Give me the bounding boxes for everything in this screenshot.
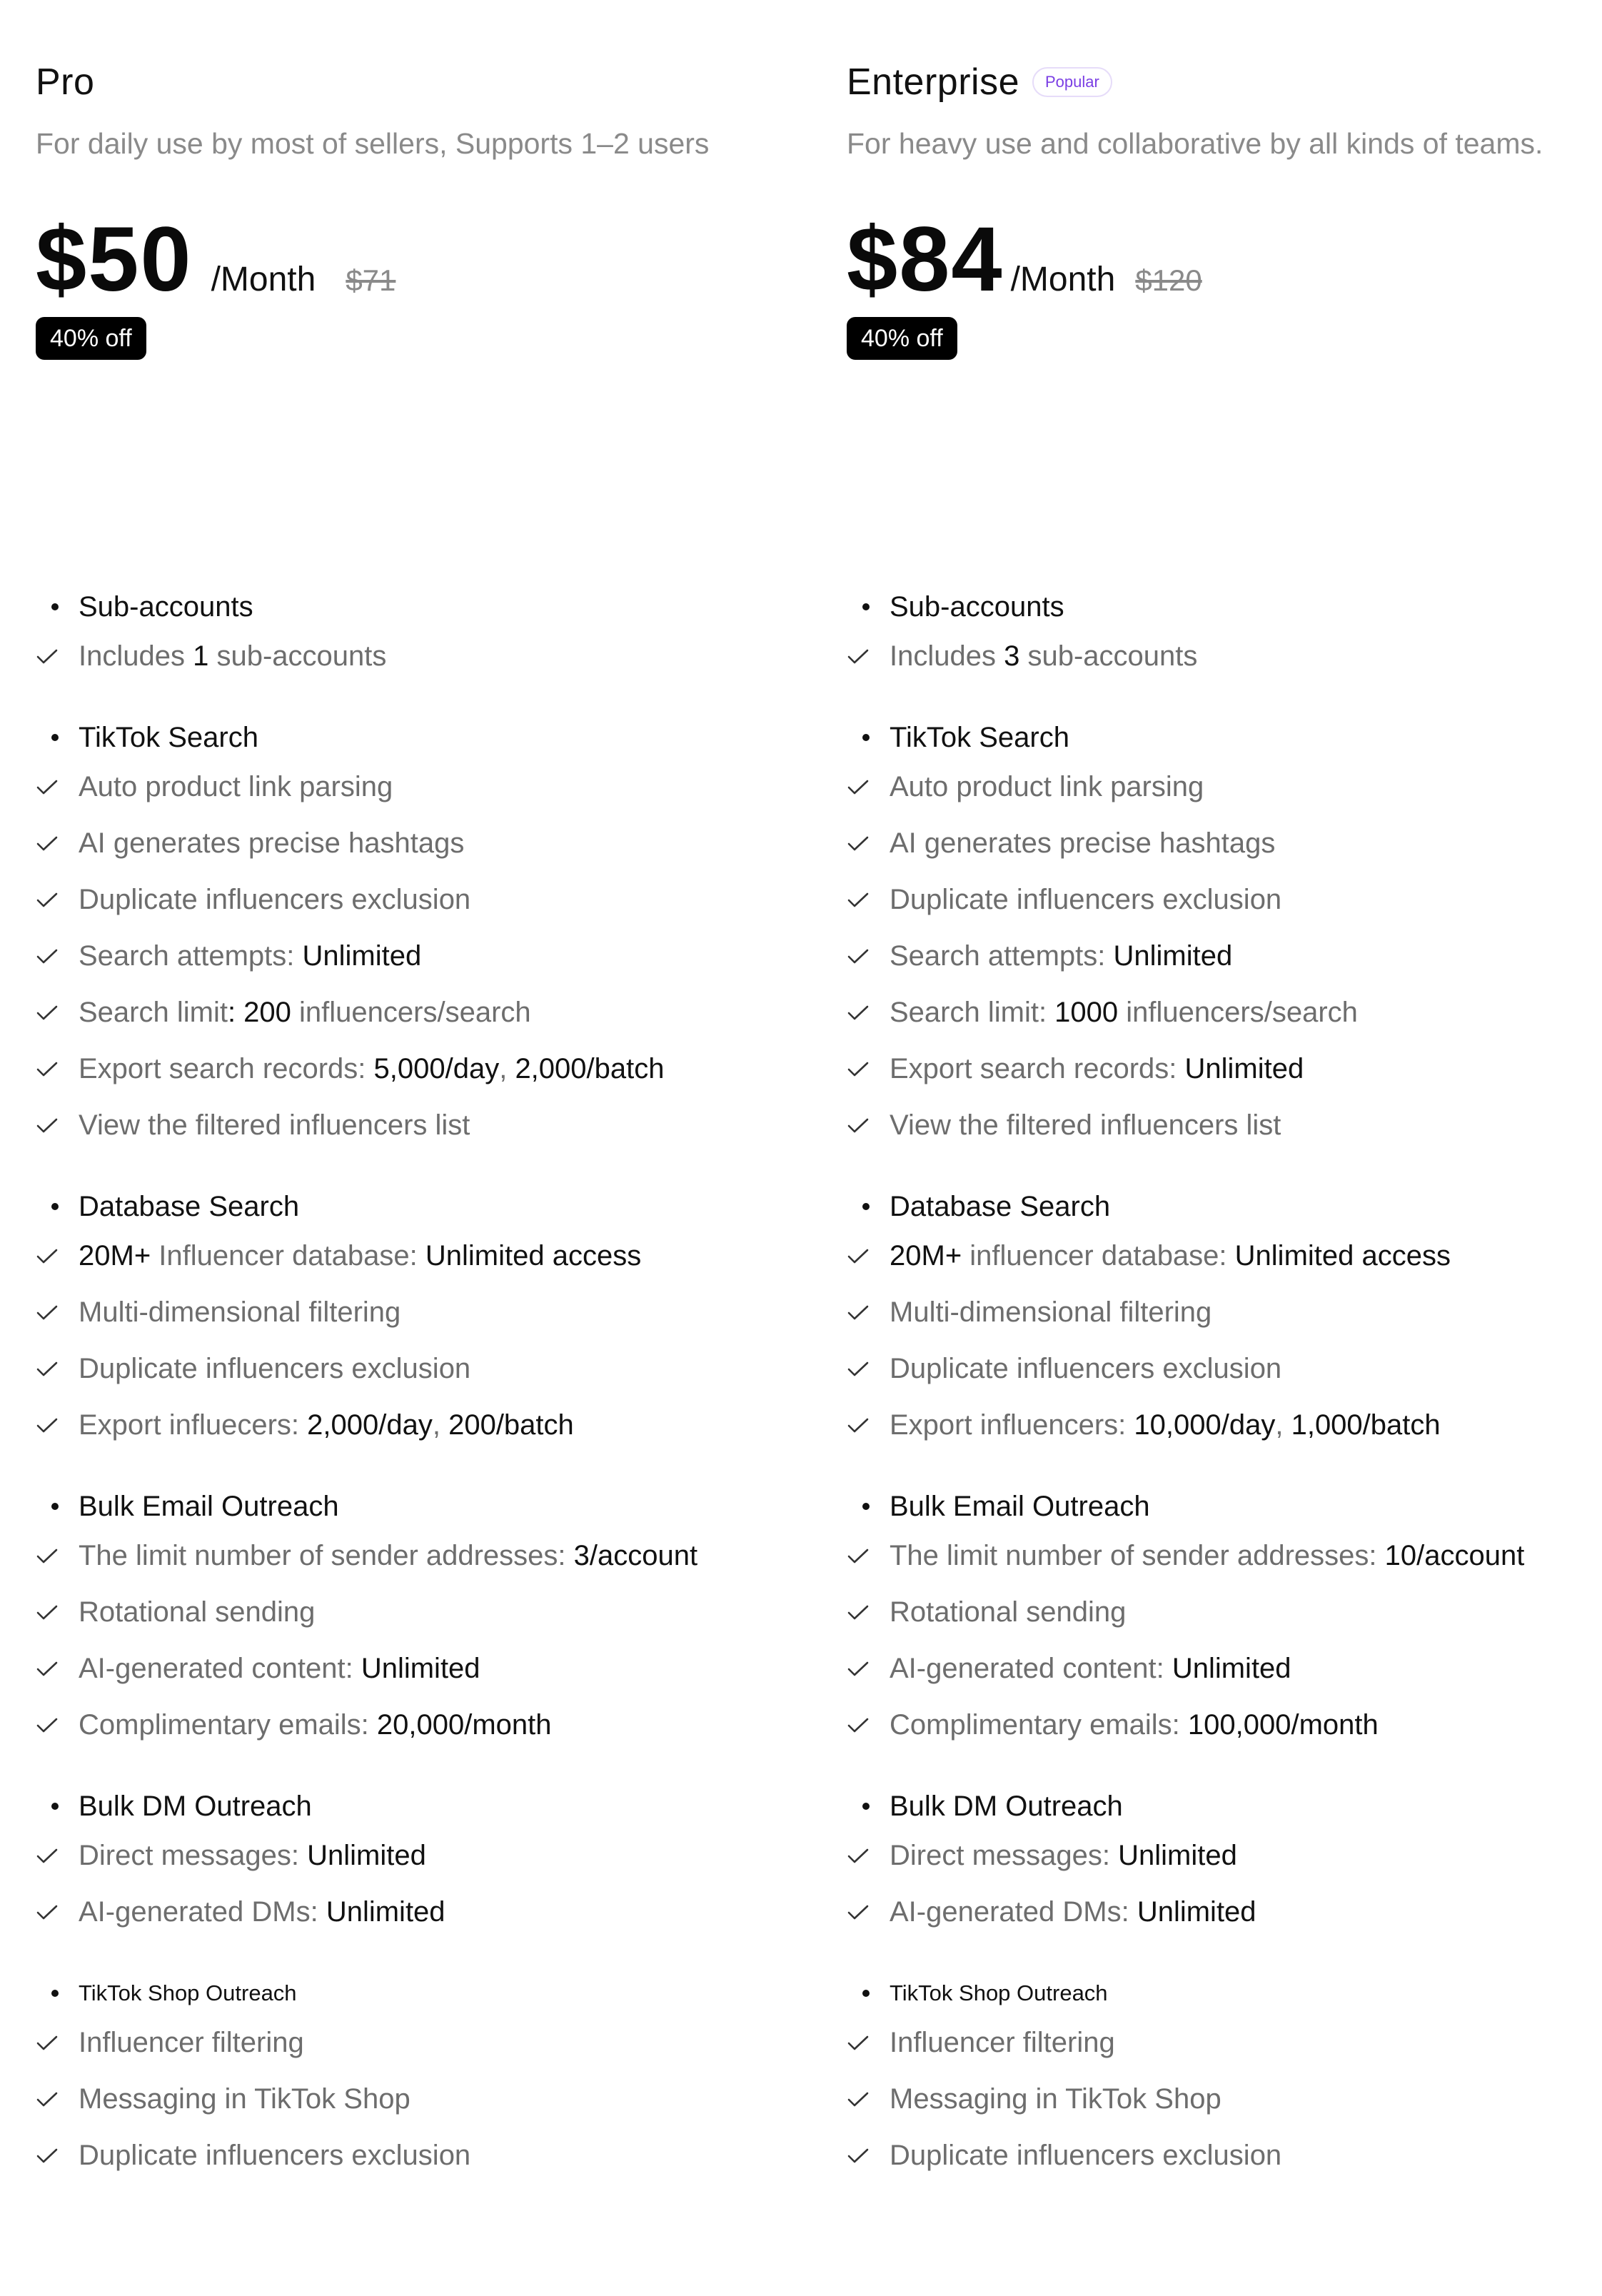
feature-text: Influencer filtering — [890, 2027, 1115, 2058]
feature-item — [847, 1697, 1602, 1753]
feature-text: Direct messages: — [79, 1840, 308, 1871]
feature-item — [847, 1528, 1602, 1584]
feature-text: AI-generated content: — [79, 1653, 361, 1684]
feature-item — [847, 1641, 1602, 1697]
check-icon — [36, 2148, 59, 2165]
feature-item — [36, 985, 807, 1041]
feature-text: Duplicate influencers exclusion — [890, 2140, 1282, 2171]
feature-section-heading — [36, 585, 807, 628]
feature-highlight: 10/account — [1384, 1540, 1525, 1571]
check-icon — [36, 1304, 59, 1321]
feature-highlight: Unlimited — [302, 940, 422, 972]
feature-text: Export search records: — [79, 1053, 374, 1084]
feature-text: Influencer database: — [151, 1240, 425, 1272]
feature-highlight: Unlimited — [1113, 940, 1233, 972]
feature-text: Search attempts: — [79, 940, 303, 972]
feature-section — [847, 716, 1602, 1154]
feature-text: , — [432, 1409, 449, 1441]
feature-section-title: TikTok Search — [79, 721, 258, 753]
feature-section-heading — [847, 1185, 1602, 1228]
feature-highlight: Unlimited — [1137, 1896, 1256, 1928]
plan-description: For heavy use and collaborative by all kinds of teams. — [847, 127, 1543, 160]
feature-text: influencers/search — [1118, 997, 1358, 1028]
feature-text: Complimentary emails: — [890, 1709, 1188, 1741]
feature-highlight: Unlimited — [1172, 1653, 1291, 1684]
feature-item — [847, 1397, 1602, 1454]
bullet-dot — [51, 603, 59, 610]
check-icon — [36, 948, 59, 965]
feature-text: Export search records: — [890, 1053, 1185, 1084]
check-icon — [36, 1248, 59, 1265]
check-icon — [847, 2035, 870, 2052]
check-icon — [36, 1604, 59, 1621]
feature-highlight: Unlimited — [307, 1840, 426, 1871]
feature-section-heading — [36, 1785, 807, 1828]
feature-section-heading — [36, 1185, 807, 1228]
check-icon — [847, 1904, 870, 1921]
price-row — [36, 208, 807, 311]
feature-highlight: Unlimited — [1118, 1840, 1237, 1871]
check-icon — [36, 1361, 59, 1378]
feature-text: Export influecers: — [79, 1409, 308, 1441]
feature-section-title: Bulk DM Outreach — [79, 1790, 312, 1822]
plan-card-pro — [36, 57, 807, 360]
feature-text: Influencer filtering — [79, 2027, 304, 2058]
plan-title-row — [36, 57, 807, 107]
feature-text: Direct messages: — [890, 1840, 1119, 1871]
feature-section-heading — [36, 716, 807, 759]
feature-section-title: Database Search — [79, 1190, 300, 1222]
check-icon — [847, 1248, 870, 1265]
feature-highlight: 10,000/day — [1134, 1409, 1276, 1441]
feature-text: Duplicate influencers exclusion — [890, 884, 1282, 915]
feature-highlight: 100,000/month — [1187, 1709, 1379, 1741]
feature-item — [36, 759, 807, 815]
feature-section-title: Bulk DM Outreach — [890, 1790, 1123, 1822]
feature-highlight: 1,000/batch — [1291, 1409, 1441, 1441]
feature-section-title: TikTok Shop Outreach — [890, 1980, 1108, 2005]
feature-text: AI-generated DMs: — [890, 1896, 1137, 1928]
feature-text: The limit number of sender addresses: — [79, 1540, 574, 1571]
feature-text: AI-generated DMs: — [79, 1896, 326, 1928]
check-icon — [36, 1061, 59, 1078]
feature-section-heading — [847, 1972, 1602, 2015]
feature-highlight: 3/account — [573, 1540, 698, 1571]
check-icon — [847, 1604, 870, 1621]
plan-description: For daily use by most of sellers, Supports 1–2 users — [36, 127, 710, 160]
feature-list-enterprise — [847, 585, 1602, 2215]
feature-item — [847, 759, 1602, 815]
feature-item — [36, 1584, 807, 1641]
feature-highlight: 1000 — [1054, 997, 1119, 1028]
price-period: /Month — [211, 261, 316, 298]
feature-item — [847, 1284, 1602, 1341]
bullet-dot — [51, 1803, 59, 1810]
feature-section — [847, 1485, 1602, 1753]
check-icon — [847, 2148, 870, 2165]
feature-item — [36, 928, 807, 985]
price-amount: $50 — [36, 208, 193, 311]
feature-item — [36, 628, 807, 685]
check-icon — [847, 1304, 870, 1321]
feature-text: Duplicate influencers exclusion — [79, 2140, 471, 2171]
check-icon — [36, 1117, 59, 1134]
feature-item — [36, 1528, 807, 1584]
feature-item — [847, 1097, 1602, 1154]
check-icon — [36, 892, 59, 909]
price-period: /Month — [1010, 261, 1116, 298]
plan-title: Enterprise — [847, 61, 1019, 103]
check-icon — [847, 892, 870, 909]
feature-item — [847, 985, 1602, 1041]
bullet-dot — [862, 1990, 870, 1997]
feature-section-heading — [847, 1785, 1602, 1828]
feature-section — [847, 585, 1602, 685]
feature-text: influencers/search — [291, 997, 531, 1028]
feature-text: Duplicate influencers exclusion — [79, 884, 471, 915]
check-icon — [36, 1661, 59, 1678]
feature-text: Rotational sending — [890, 1596, 1127, 1628]
feature-item — [847, 1884, 1602, 1940]
check-icon — [36, 1848, 59, 1865]
feature-item — [847, 1584, 1602, 1641]
feature-item — [36, 1641, 807, 1697]
check-icon — [847, 948, 870, 965]
feature-text: AI-generated content: — [890, 1653, 1172, 1684]
check-icon — [847, 835, 870, 852]
feature-item — [847, 1228, 1602, 1284]
feature-highlight: 5,000/day — [373, 1053, 500, 1084]
feature-item — [36, 1828, 807, 1884]
feature-highlight: 3 — [1004, 640, 1020, 672]
check-icon — [36, 1004, 59, 1022]
feature-item — [36, 2128, 807, 2184]
feature-item — [847, 628, 1602, 685]
check-icon — [847, 779, 870, 796]
feature-section-title: Sub-accounts — [890, 590, 1064, 623]
feature-text: Duplicate influencers exclusion — [79, 1353, 471, 1384]
feature-highlight: 200/batch — [448, 1409, 574, 1441]
feature-text: sub-accounts — [208, 640, 387, 672]
feature-section — [36, 1972, 807, 2184]
feature-text: Search attempts: — [890, 940, 1114, 972]
check-icon — [847, 1548, 870, 1565]
feature-text: Messaging in TikTok Shop — [79, 2083, 410, 2115]
feature-section — [36, 1485, 807, 1753]
check-icon — [36, 1904, 59, 1921]
check-icon — [847, 1061, 870, 1078]
feature-section-heading — [847, 716, 1602, 759]
feature-section — [847, 1972, 1602, 2184]
feature-item — [36, 1284, 807, 1341]
feature-item — [847, 815, 1602, 872]
bullet-dot — [862, 1203, 870, 1210]
feature-text: Messaging in TikTok Shop — [890, 2083, 1221, 2115]
feature-section-title: Database Search — [890, 1190, 1111, 1222]
feature-section — [847, 1185, 1602, 1454]
feature-item — [847, 1041, 1602, 1097]
discount-badge: 40% off — [36, 317, 146, 360]
plan-title: Pro — [36, 61, 95, 103]
check-icon — [847, 648, 870, 665]
check-icon — [36, 1548, 59, 1565]
feature-text: AI generates precise hashtags — [890, 827, 1276, 859]
check-icon — [36, 779, 59, 796]
plan-card-enterprise — [847, 57, 1602, 360]
feature-section-title: TikTok Search — [890, 721, 1069, 753]
feature-section — [847, 1785, 1602, 1940]
check-icon — [847, 1661, 870, 1678]
feature-text: Auto product link parsing — [890, 771, 1204, 802]
feature-highlight: 2,000/batch — [515, 1053, 665, 1084]
feature-section-title: Bulk Email Outreach — [890, 1490, 1150, 1522]
feature-item — [847, 2015, 1602, 2071]
bullet-dot — [862, 734, 870, 741]
feature-text: The limit number of sender addresses: — [890, 1540, 1385, 1571]
check-icon — [847, 1417, 870, 1434]
feature-section — [36, 1185, 807, 1454]
feature-highlight: Unlimited — [326, 1896, 445, 1928]
feature-item — [847, 2128, 1602, 2184]
feature-text: AI generates precise hashtags — [79, 827, 465, 859]
feature-section-heading — [847, 1485, 1602, 1528]
feature-text: Rotational sending — [79, 1596, 316, 1628]
feature-section-heading — [847, 585, 1602, 628]
original-price: $120 — [1135, 263, 1202, 297]
check-icon — [847, 2091, 870, 2108]
feature-highlight: Unlimited — [1184, 1053, 1304, 1084]
feature-item — [36, 1228, 807, 1284]
feature-section — [36, 716, 807, 1154]
feature-item — [36, 1041, 807, 1097]
feature-text: Multi-dimensional filtering — [79, 1296, 401, 1328]
check-icon — [847, 1717, 870, 1734]
feature-section-title: Sub-accounts — [79, 590, 253, 623]
feature-text: View the filtered influencers list — [890, 1109, 1281, 1141]
feature-section-heading — [36, 1972, 807, 2015]
bullet-dot — [51, 734, 59, 741]
feature-item — [36, 872, 807, 928]
feature-text: Search limit: — [890, 997, 1055, 1028]
feature-item — [36, 1397, 807, 1454]
check-icon — [847, 1361, 870, 1378]
feature-item — [847, 2071, 1602, 2128]
check-icon — [36, 1717, 59, 1734]
feature-text: Export influencers: — [890, 1409, 1134, 1441]
feature-item — [36, 1341, 807, 1397]
feature-text: , — [499, 1053, 515, 1084]
feature-item — [36, 1884, 807, 1940]
feature-section — [36, 585, 807, 685]
feature-text: Auto product link parsing — [79, 771, 393, 802]
check-icon — [36, 648, 59, 665]
feature-highlight: : 200 — [227, 997, 291, 1028]
feature-text: Search limit — [79, 997, 228, 1028]
feature-item — [36, 815, 807, 872]
feature-item — [847, 1341, 1602, 1397]
feature-list-pro — [36, 585, 807, 2215]
original-price: $71 — [346, 263, 396, 297]
feature-item — [36, 2015, 807, 2071]
check-icon — [36, 2091, 59, 2108]
feature-section-heading — [36, 1485, 807, 1528]
bullet-dot — [862, 1803, 870, 1810]
bullet-dot — [51, 1990, 59, 1997]
feature-text: sub-accounts — [1019, 640, 1198, 672]
price-row — [847, 208, 1602, 311]
bullet-dot — [862, 1503, 870, 1510]
check-icon — [36, 835, 59, 852]
feature-item — [36, 1697, 807, 1753]
feature-item — [36, 2071, 807, 2128]
feature-highlight: Unlimited access — [1234, 1240, 1451, 1272]
plan-title-row — [847, 57, 1602, 107]
feature-text: influencer database: — [962, 1240, 1235, 1272]
feature-text: Complimentary emails: — [79, 1709, 377, 1741]
popular-badge: Popular — [1032, 67, 1112, 97]
feature-item — [847, 928, 1602, 985]
feature-item — [36, 1097, 807, 1154]
check-icon — [847, 1004, 870, 1022]
feature-section-title: TikTok Shop Outreach — [79, 1980, 297, 2005]
check-icon — [36, 2035, 59, 2052]
discount-badge: 40% off — [847, 317, 957, 360]
check-icon — [36, 1417, 59, 1434]
bullet-dot — [51, 1503, 59, 1510]
feature-highlight: 2,000/day — [307, 1409, 433, 1441]
feature-highlight: 20M+ — [79, 1240, 151, 1272]
feature-text: Includes — [79, 640, 193, 672]
feature-text: Multi-dimensional filtering — [890, 1296, 1212, 1328]
price-amount: $84 — [847, 208, 1004, 311]
feature-highlight: 20,000/month — [376, 1709, 552, 1741]
feature-highlight: Unlimited access — [425, 1240, 642, 1272]
feature-text: View the filtered influencers list — [79, 1109, 470, 1141]
feature-highlight: 20M+ — [890, 1240, 962, 1272]
feature-section — [36, 1785, 807, 1940]
bullet-dot — [862, 603, 870, 610]
feature-text: Duplicate influencers exclusion — [890, 1353, 1282, 1384]
feature-item — [847, 1828, 1602, 1884]
feature-highlight: 1 — [193, 640, 209, 672]
feature-highlight: Unlimited — [361, 1653, 480, 1684]
feature-text: , — [1275, 1409, 1291, 1441]
bullet-dot — [51, 1203, 59, 1210]
check-icon — [847, 1848, 870, 1865]
feature-section-title: Bulk Email Outreach — [79, 1490, 339, 1522]
feature-text: Includes — [890, 640, 1004, 672]
check-icon — [847, 1117, 870, 1134]
feature-item — [847, 872, 1602, 928]
